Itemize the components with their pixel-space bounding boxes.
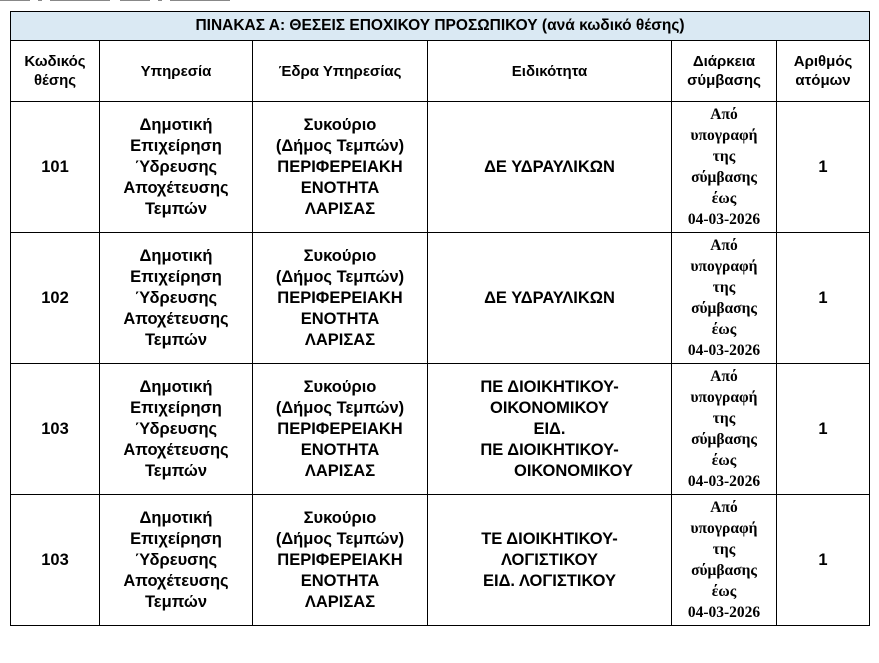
specialty-line: ΠΕ ΔΙΟΙΚΗΤΙΚΟΥ- [480,440,619,459]
cell-specialty [428,495,672,626]
cell-service [100,233,253,364]
specialty-line: ΕΙΔ. ΛΟΓΙΣΤΙΚΟΥ [482,571,616,590]
duration-line: της [712,410,736,427]
duration-line: έως [711,452,737,469]
header-code [11,41,100,102]
cell-service [100,495,253,626]
duration-line: σύμβασης [691,562,757,579]
table-row [11,102,870,233]
duration-line: της [712,279,736,296]
table-header-row [11,41,870,102]
table-row [11,233,870,364]
service-line: Αποχέτευσης [123,440,229,459]
cell-specialty [428,102,672,233]
cell-duration [672,495,777,626]
seat-line: (Δήμος Τεμπών) [275,398,405,417]
seat-line: (Δήμος Τεμπών) [275,267,405,286]
service-line: Ύδρευσης [134,419,218,438]
seat-line: ΠΕΡΙΦΕΡΕΙΑΚΗ [277,419,403,438]
duration-line: 04-03-2026 [687,604,761,621]
duration-line: Από [710,368,738,385]
seat-line: ΕΝΟΤΗΤΑ [300,309,380,328]
service-line: Τεμπών [144,461,208,480]
duration-line: της [712,148,736,165]
header-duration-line: Διάρκεια [692,53,756,70]
cell-code: 101 [11,102,100,233]
service-line: Τεμπών [144,330,208,349]
duration-line: υπογραφή [690,127,758,144]
service-line: Δημοτική [139,246,213,265]
table-title-row [11,12,870,41]
cell-persons: 1 [777,495,870,626]
header-persons-line: ατόμων [795,72,851,89]
duration-line: 04-03-2026 [687,342,761,359]
service-line: Ύδρευσης [134,288,218,307]
specialty-line: ΕΙΔ. [533,419,566,438]
duration-line: Από [710,499,738,516]
seat-line: ΠΕΡΙΦΕΡΕΙΑΚΗ [277,157,403,176]
service-line: Ύδρευσης [134,157,218,176]
duration-line: 04-03-2026 [687,211,761,228]
service-line: Δημοτική [139,377,213,396]
cell-duration [672,364,777,495]
duration-line: της [712,541,736,558]
seat-line: ΕΝΟΤΗΤΑ [300,440,380,459]
cell-seat [253,233,428,364]
service-line: Δημοτική [139,115,213,134]
header-specialty: Ειδικότητα [428,41,672,102]
seat-line: ΕΝΟΤΗΤΑ [300,178,380,197]
seat-line: ΛΑΡΙΣΑΣ [304,330,376,349]
cell-seat [253,364,428,495]
table-row [11,495,870,626]
cell-code: 102 [11,233,100,364]
cell-specialty [428,364,672,495]
service-line: Επιχείρηση [130,136,222,155]
cell-code: 103 [11,364,100,495]
duration-line: Από [710,106,738,123]
duration-line: έως [711,321,737,338]
duration-line: σύμβασης [691,169,757,186]
seat-line: ΛΑΡΙΣΑΣ [304,199,376,218]
seasonal-staff-table [10,11,870,626]
duration-line: έως [711,583,737,600]
header-duration [672,41,777,102]
seat-line: ΕΝΟΤΗΤΑ [300,571,380,590]
service-line: Ύδρευσης [134,550,218,569]
seat-line: Συκούριο [303,508,377,527]
header-persons-line: Αριθμός [793,53,853,70]
cell-code: 103 [11,495,100,626]
header-code-line: θέσης [33,72,77,89]
cell-service [100,364,253,495]
table-row [11,364,870,495]
seat-line: (Δήμος Τεμπών) [275,136,405,155]
seat-line: ΠΕΡΙΦΕΡΕΙΑΚΗ [277,288,403,307]
service-line: Αποχέτευσης [123,309,229,328]
duration-line: σύμβασης [691,431,757,448]
specialty-line: ΔΕ ΥΔΡΑΥΛΙΚΩΝ [484,288,615,307]
cell-duration [672,102,777,233]
duration-line: υπογραφή [690,389,758,406]
service-line: Τεμπών [144,199,208,218]
duration-line: 04-03-2026 [687,473,761,490]
specialty-line: ΔΕ ΥΔΡΑΥΛΙΚΩΝ [484,157,615,176]
service-line: Αποχέτευσης [123,178,229,197]
header-code-line: Κωδικός [24,53,86,70]
cell-duration [672,233,777,364]
seat-line: ΛΑΡΙΣΑΣ [304,461,376,480]
cell-persons: 1 [777,102,870,233]
service-line: Αποχέτευσης [123,571,229,590]
duration-line: σύμβασης [691,300,757,317]
service-line: Επιχείρηση [130,529,222,548]
service-line: Επιχείρηση [130,398,222,417]
seat-line: Συκούριο [303,377,377,396]
service-line: Δημοτική [139,508,213,527]
cell-specialty [428,233,672,364]
seat-line: Συκούριο [303,246,377,265]
cell-seat [253,495,428,626]
seat-line: (Δήμος Τεμπών) [275,529,405,548]
header-duration-line: σύμβασης [687,72,761,89]
specialty-line: ΠΕ ΔΙΟΙΚΗΤΙΚΟΥ- [480,377,619,396]
cell-seat [253,102,428,233]
specialty-line: ΟΙΚΟΝΟΜΙΚΟΥ [489,398,610,417]
service-line: Τεμπών [144,592,208,611]
duration-line: υπογραφή [690,258,758,275]
cell-service [100,102,253,233]
seat-line: ΠΕΡΙΦΕΡΕΙΑΚΗ [277,550,403,569]
header-persons [777,41,870,102]
cell-persons: 1 [777,364,870,495]
duration-line: Από [710,237,738,254]
duration-line: υπογραφή [690,520,758,537]
header-service: Υπηρεσία [100,41,253,102]
cell-persons: 1 [777,233,870,364]
specialty-line: ΤΕ ΔΙΟΙΚΗΤΙΚΟΥ- [481,529,618,548]
seat-line: ΛΑΡΙΣΑΣ [304,592,376,611]
specialty-line: ΛΟΓΙΣΤΙΚΟΥ [500,550,598,569]
duration-line: έως [711,190,737,207]
top-cutoff-decoration [0,0,879,6]
seat-line: Συκούριο [303,115,377,134]
header-seat: Έδρα Υπηρεσίας [253,41,428,102]
service-line: Επιχείρηση [130,267,222,286]
specialty-line: ΟΙΚΟΝΟΜΙΚΟΥ [513,461,634,480]
table-title: ΠΙΝΑΚΑΣ Α: ΘΕΣΕΙΣ ΕΠΟΧΙΚΟΥ ΠΡΟΣΩΠΙΚΟΥ (ανά κωδικό θέσης) [11,12,870,41]
